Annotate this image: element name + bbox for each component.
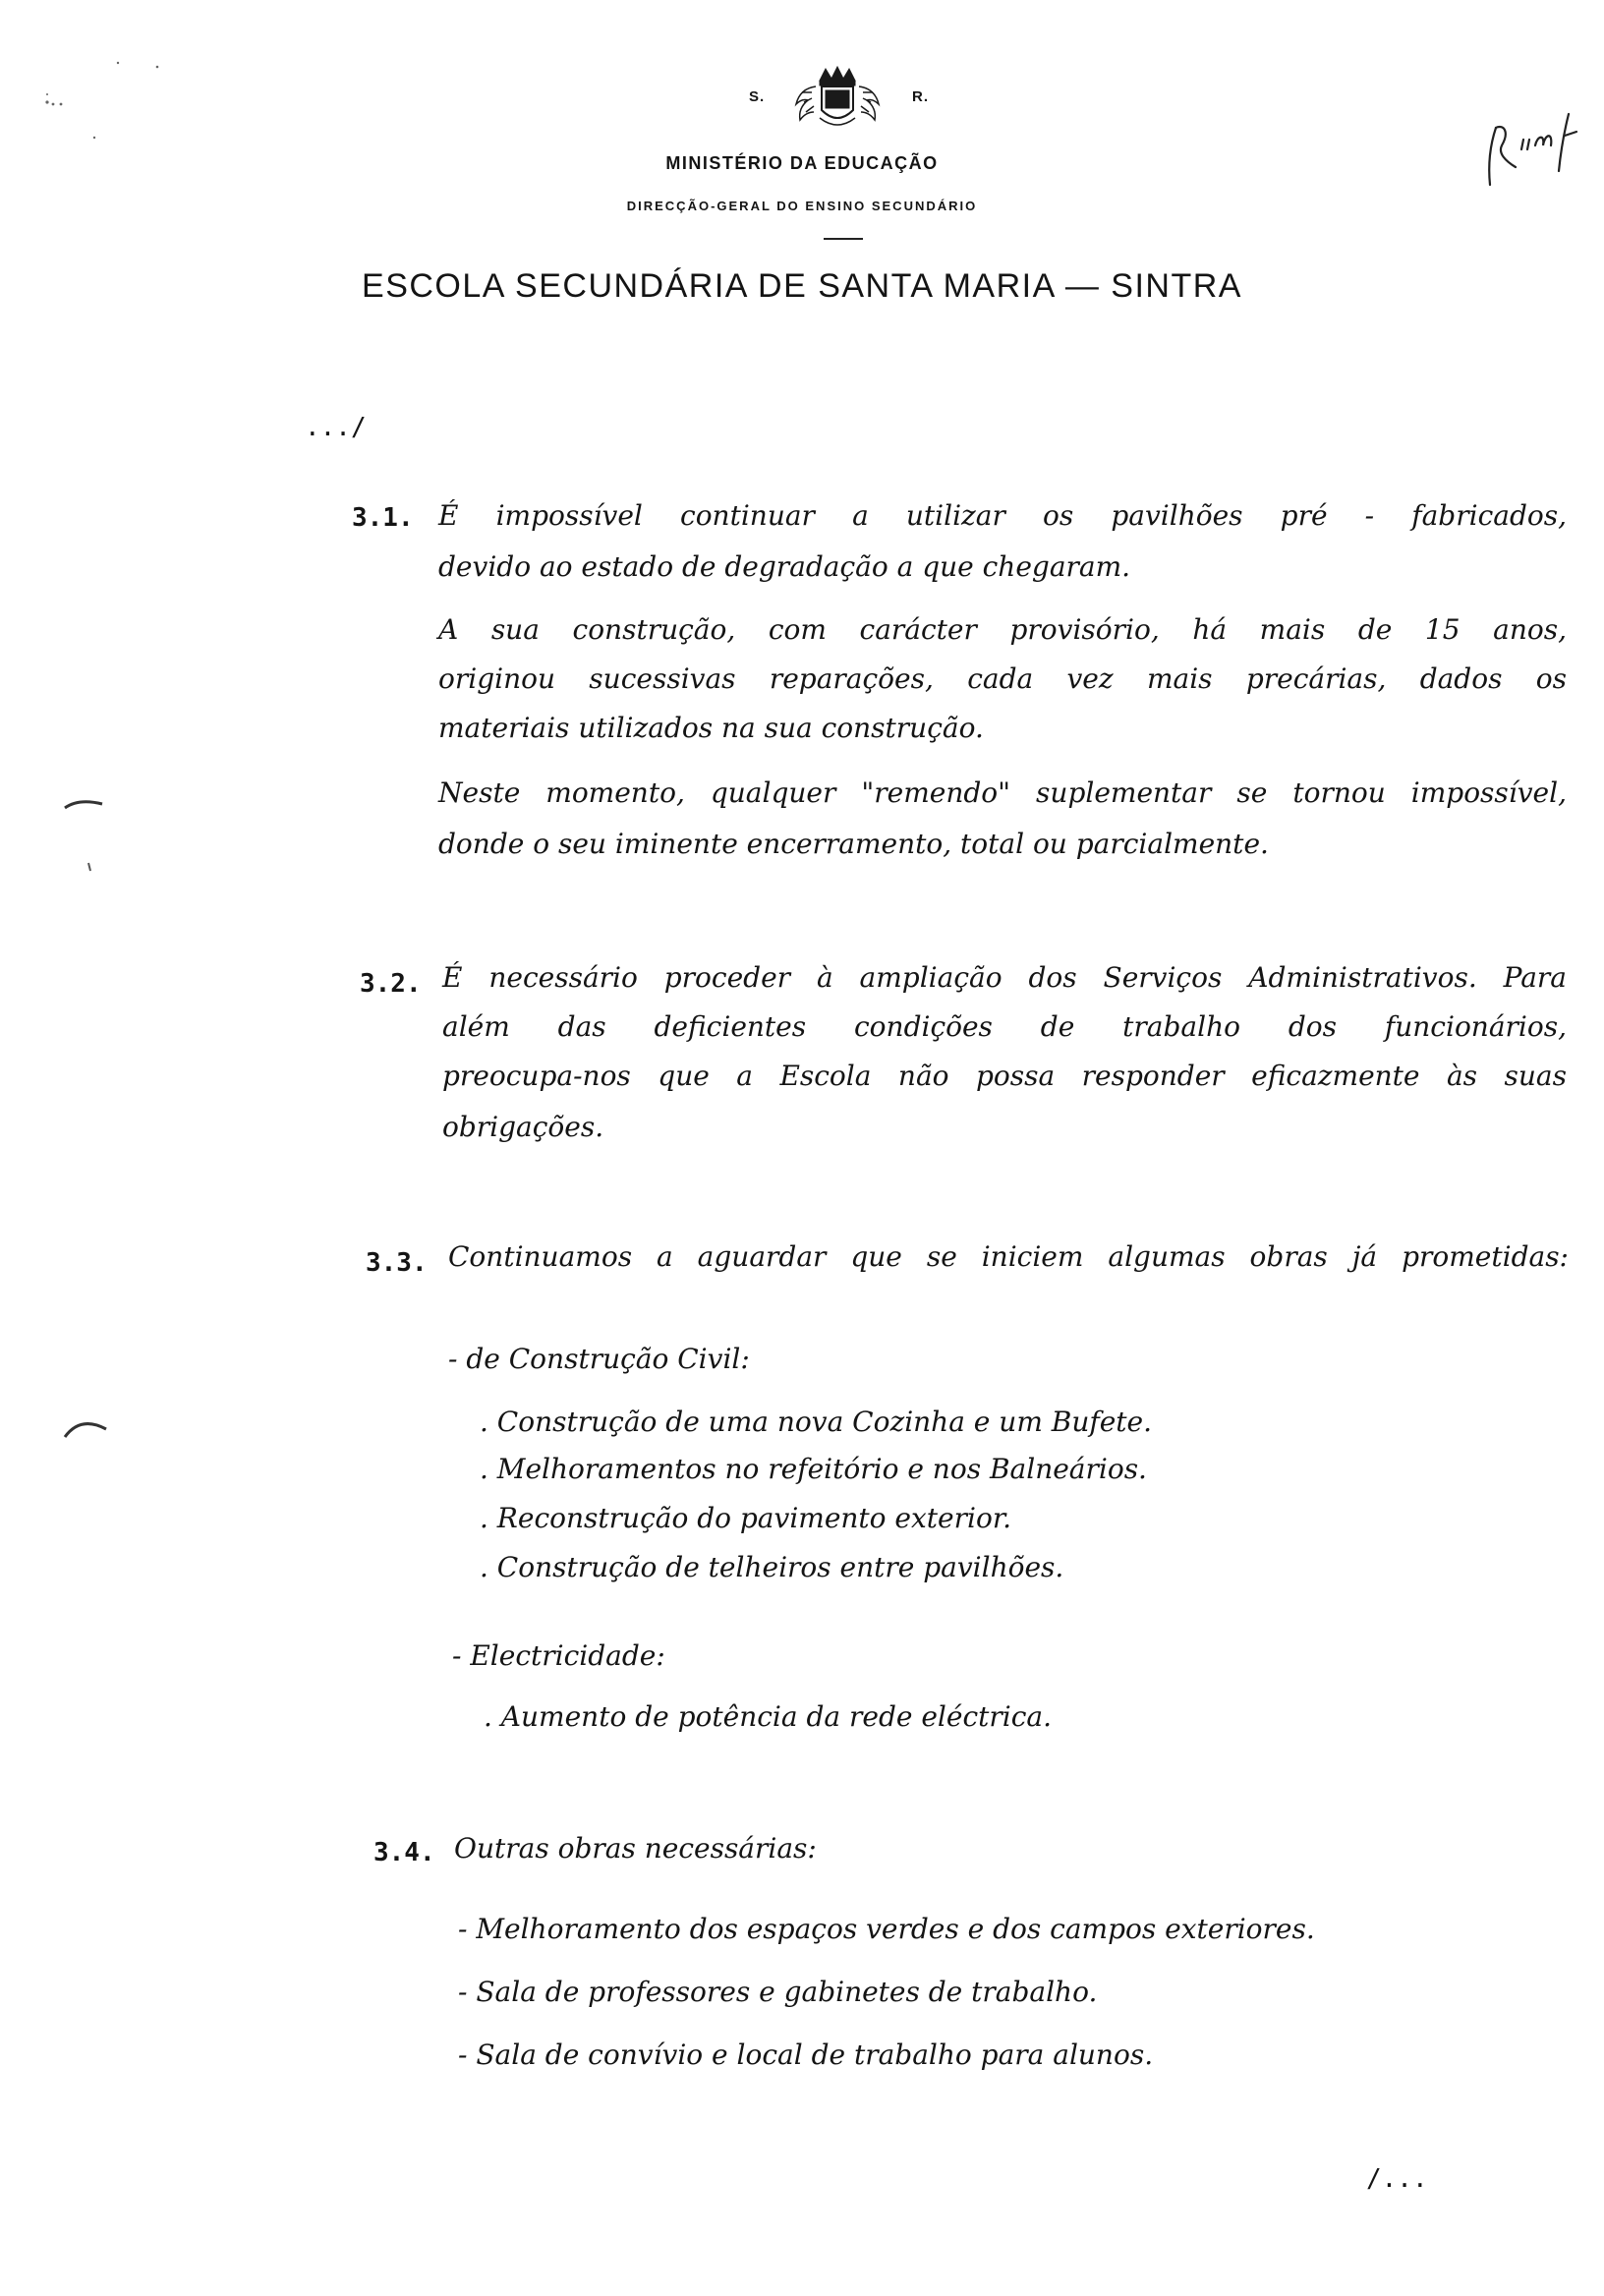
section-3-1-para-3-line-1: Neste momento, qualquer "remendo" suplementar se tornou impossível, (438, 776, 1567, 809)
section-3-2-line-1: É necessário proceder à ampliação dos Serviços Administrativos. Para (442, 961, 1567, 994)
continued-from: .../ (305, 413, 367, 442)
school-title: ESCOLA SECUNDÁRIA DE SANTA MARIA — SINTRA (362, 267, 1242, 305)
section-3-1-para-3-line-2: donde o seu iminente encerramento, total ou parcialmente. (438, 828, 1269, 860)
civil-works-item: . Construção de telheiros entre pavilhões. (480, 1551, 1064, 1583)
section-3-4-intro: Outras obras necessárias: (454, 1832, 817, 1865)
header-divider (824, 238, 863, 240)
section-3-2-line-2: além das deficientes condições de trabalho dos funcionários, (442, 1010, 1567, 1043)
scan-speck-icon (39, 59, 177, 157)
electricity-item: . Aumento de potência da rede eléctrica. (484, 1700, 1052, 1733)
section-3-3-intro: Continuamos a aguardar que se iniciem algumas obras já prometidas: (448, 1240, 1569, 1273)
civil-works-heading: - de Construção Civil: (448, 1343, 750, 1375)
coat-of-arms-icon (790, 63, 885, 132)
ministry-title: MINISTÉRIO DA EDUCAÇÃO (665, 153, 939, 173)
section-3-1-line-1: É impossível continuar a utilizar os pavilhões pré - fabricados, (438, 499, 1567, 532)
other-works-item: - Sala de convívio e local de trabalho para alunos. (458, 2038, 1154, 2071)
punch-hole-mark-icon (59, 786, 108, 885)
section-3-1-para-2-line-1: A sua construção, com carácter provisório, há mais de 15 anos, (438, 613, 1567, 646)
section-number-3-2: 3.2. (360, 969, 422, 999)
section-3-1-para-2-line-3: materiais utilizados na sua construção. (438, 712, 984, 744)
other-works-item: - Sala de professores e gabinetes de trabalho. (458, 1976, 1098, 2008)
punch-hole-mark-icon (59, 1406, 118, 1445)
handwritten-initials-icon (1482, 106, 1580, 195)
section-number-3-4: 3.4. (373, 1838, 435, 1867)
section-number-3-1: 3.1. (352, 503, 414, 533)
continues-marker: /... (1366, 2164, 1428, 2194)
civil-works-item: . Reconstrução do pavimento exterior. (480, 1502, 1012, 1534)
section-3-2-line-3: preocupa-nos que a Escola não possa responder eficazmente às suas (442, 1060, 1567, 1092)
section-number-3-3: 3.3. (366, 1248, 428, 1278)
electricity-heading: - Electricidade: (452, 1639, 665, 1672)
section-3-1-line-2: devido ao estado de degradação a que chegaram. (438, 550, 1131, 583)
letterhead-s: S. (749, 88, 766, 105)
section-3-1-para-2-line-2: originou sucessivas reparações, cada vez mais precárias, dados os (438, 662, 1567, 695)
letterhead-r: R. (912, 88, 929, 105)
other-works-item: - Melhoramento dos espaços verdes e dos campos exteriores. (458, 1913, 1315, 1945)
civil-works-item: . Melhoramentos no refeitório e nos Balneários. (480, 1453, 1147, 1485)
civil-works-item: . Construção de uma nova Cozinha e um Bufete. (480, 1406, 1153, 1438)
section-3-2-line-4: obrigações. (442, 1111, 604, 1143)
directorate-title: DIRECÇÃO-GERAL DO ENSINO SECUNDÁRIO (626, 199, 978, 213)
